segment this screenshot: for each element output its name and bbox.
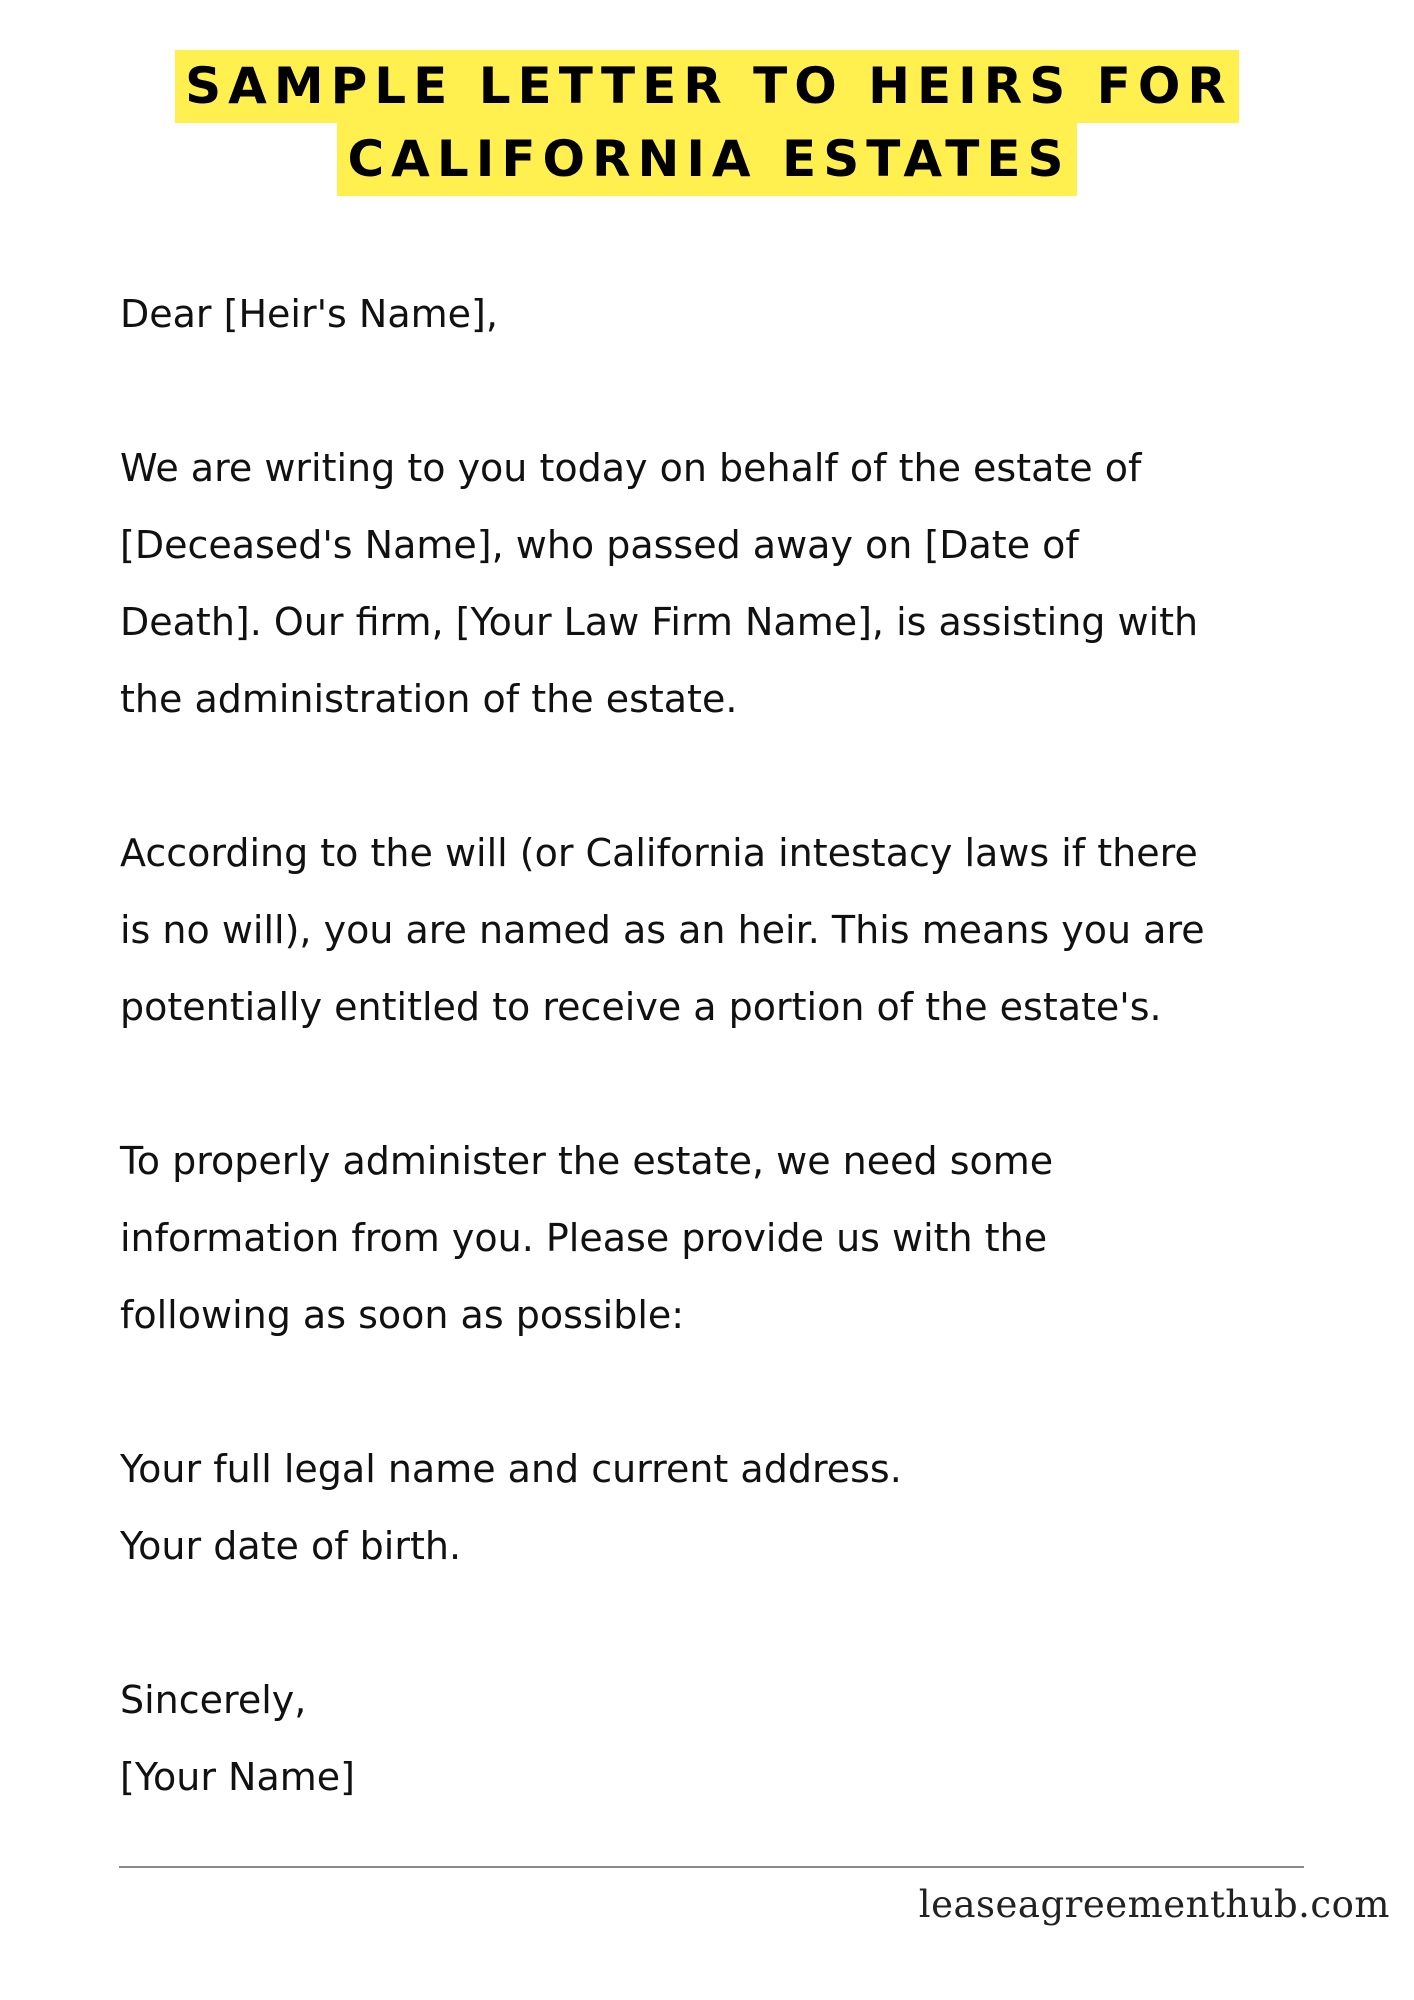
- paragraph-2-line-2: is no will), you are named as an heir. This means you are: [120, 908, 1205, 952]
- paragraph-3-line-1: To properly administer the estate, we need some: [120, 1139, 1054, 1183]
- footer-divider: [119, 1866, 1304, 1868]
- paragraph-3-line-3: following as soon as possible:: [120, 1293, 685, 1337]
- signature: [Your Name]: [120, 1755, 355, 1799]
- request-item-2: Your date of birth.: [120, 1524, 462, 1568]
- paragraph-1-line-1: We are writing to you today on behalf of the estate of: [120, 446, 1142, 490]
- title-line-1: SAMPLE LETTER TO HEIRS FOR: [175, 50, 1239, 123]
- paragraph-1-line-3: Death]. Our firm, [Your Law Firm Name], is assisting with: [120, 600, 1199, 644]
- title-line-2: CALIFORNIA ESTATES: [337, 123, 1076, 196]
- paragraph-2-line-3: potentially entitled to receive a portion of the estate's.: [120, 985, 1162, 1029]
- closing: Sincerely,: [120, 1678, 307, 1722]
- paragraph-3-line-2: information from you. Please provide us with the: [120, 1216, 1048, 1260]
- paragraph-1-line-2: [Deceased's Name], who passed away on [Date of: [120, 523, 1079, 567]
- salutation: Dear [Heir's Name],: [120, 292, 498, 336]
- website-watermark: leaseagreementhub.com: [918, 1883, 1390, 1926]
- paragraph-2-line-1: According to the will (or California intestacy laws if there: [120, 831, 1198, 875]
- page-title: [0, 50, 1414, 196]
- paragraph-1-line-4: the administration of the estate.: [120, 677, 738, 721]
- request-item-1: Your full legal name and current address.: [120, 1447, 902, 1491]
